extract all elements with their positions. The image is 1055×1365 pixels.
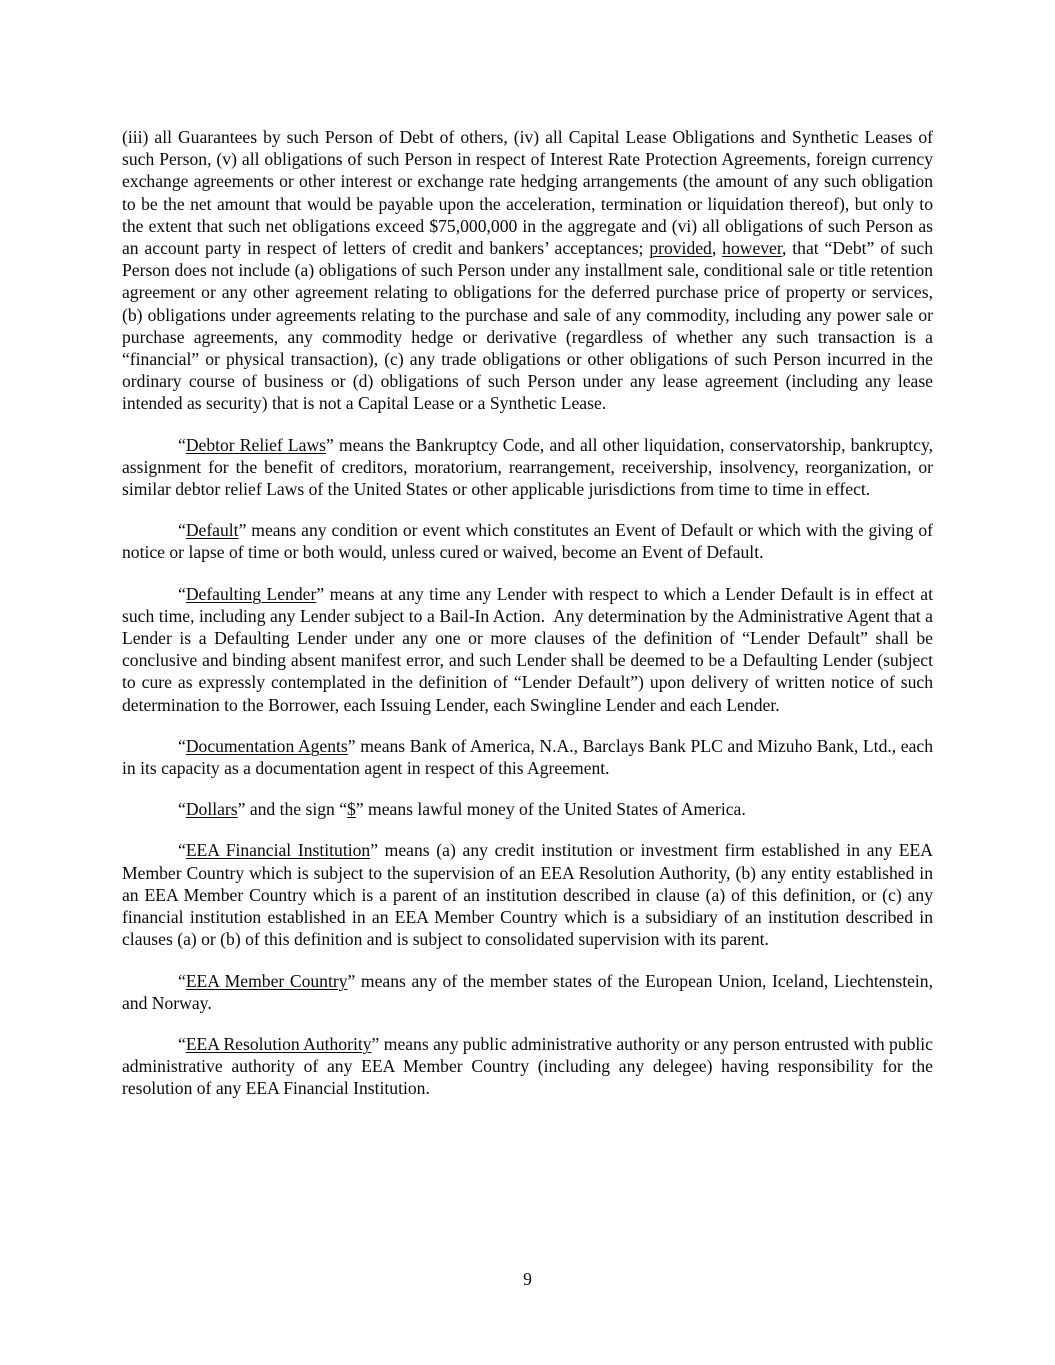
- text-run: ” means any of the member states of the European Union, Iceland, Liechtenstein, and Norway.: [122, 970, 933, 1013]
- underlined-term: Defaulting Lender: [185, 583, 317, 604]
- definition-eea-financial-institution: [122, 839, 933, 950]
- text-run: “: [178, 840, 186, 861]
- text-run: ” means the Bankruptcy Code, and all other liquidation, conservatorship, bankruptcy, assignment for the benefit of creditors, moratorium, rearrangement, receivership, insolvency, reorganization, or similar debtor relief Laws of the United States or other applicable jurisdictions from time to time in effect.: [122, 434, 933, 500]
- underlined-term: provided: [649, 238, 712, 259]
- text-run: ” and the sign “: [237, 799, 348, 820]
- text-run: “: [178, 583, 186, 604]
- text-run: ” means any condition or event which constitutes an Event of Default or which with the giving of notice or lapse of time or both would, unless cured or waived, become an Event of Default.: [122, 520, 933, 563]
- text-run: “: [178, 799, 186, 820]
- text-run: ” means Bank of America, N.A., Barclays Bank PLC and Mizuho Bank, Ltd., each in its capacity as a documentation agent in respect of this Agreement.: [122, 735, 934, 779]
- text-run: (iii) all Guarantees by such Person of Debt of others, (iv) all Capital Lease Obligations and Synthetic Leases of such Person, (v) all obligations of such Person in respect of Interest Rate Protection Agreements, foreign currency exchange agreements or other interest or exchange rate hedging arrangements (the amount of any such obligation to be the net amount that would be payable upon the acceleration, termination or liquidation thereof), but only to the extent that such net obligations exceed $75,000,000 in the aggregate and (vi) all obligations of such Person as an account party in respect of letters of credit and bankers’ acceptances;: [122, 127, 933, 259]
- underlined-term: Default: [185, 520, 239, 541]
- underlined-term: Dollars: [185, 799, 238, 820]
- text-run: ” means lawful money of the United States of America.: [355, 799, 746, 820]
- document-body: [122, 126, 933, 1119]
- page-number: 9: [523, 1269, 532, 1289]
- text-run: ” means at any time any Lender with respect to which a Lender Default is in effect at such time, including any Lender subject to a Bail-In Action. Any determination by the Administrative Agent that a Lender is a Defaulting Lender under any one or more clauses of the definition of “Lender Default” shall be conclusive and binding absent manifest error, and such Lender shall be deemed to be a Defaulting Lender (subject to cure as expressly contemplated in the definition of “Lender Default”) upon delivery of written notice of such determination to the Borrower, each Issuing Lender, each Swingline Lender and each Lender.: [122, 583, 933, 715]
- text-run: ” means (a) any credit institution or investment firm established in any EEA Member Country which is subject to the supervision of an EEA Resolution Authority, (b) any entity established in an EEA Member Country which is a parent of an institution described in clause (a) of this definition, or (c) any financial institution established in an EEA Member Country which is a subsidiary of an institution described in clauses (a) or (b) of this definition and is subject to consolidated supervision with its parent.: [122, 840, 933, 950]
- definition-documentation-agents: [122, 735, 933, 779]
- text-run: “: [178, 735, 186, 756]
- underlined-term: EEA Resolution Authority: [185, 1033, 372, 1054]
- text-run: ,: [711, 238, 723, 259]
- text-run: “: [178, 970, 186, 991]
- underlined-term: EEA Financial Institution: [185, 840, 371, 861]
- text-run: “: [178, 1033, 186, 1054]
- text-run: ” means any public administrative authority or any person entrusted with public administrative authority of any EEA Member Country (including any delegee) having responsibility for the resolution of any EEA Financial Institution.: [122, 1033, 933, 1099]
- definition-eea-resolution-authority: [122, 1033, 933, 1100]
- underlined-term: Documentation Agents: [185, 735, 348, 756]
- underlined-term: Debtor Relief Laws: [185, 434, 326, 455]
- underlined-term: EEA Member Country: [185, 970, 348, 991]
- text-run: “: [178, 520, 186, 541]
- definition-debtor-relief-laws: [122, 434, 933, 501]
- definition-default: [122, 519, 933, 563]
- paragraph-debt-clauses-continuation: [122, 126, 933, 415]
- text-run: “: [178, 434, 186, 455]
- definition-eea-member-country: [122, 970, 933, 1014]
- underlined-term: however: [722, 238, 783, 259]
- definition-defaulting-lender: [122, 583, 933, 716]
- text-run: , that “Debt” of such Person does not include (a) obligations of such Person under any installment sale, conditional sale or title retention agreement or any other agreement relating to obligations for the deferred purchase price of property or services, (b) obligations under agreements relating to the purchase and sale of any commodity, including any power sale or purchase agreements, any commodity hedge or derivative (regardless of whether any such transaction is a “financial” or physical transaction), (c) any trade obligations or other obligations of such Person incurred in the ordinary course of business or (d) obligations of such Person under any lease agreement (including any lease intended as security) that is not a Capital Lease or a Synthetic Lease.: [122, 238, 933, 414]
- definition-dollars: [122, 798, 933, 820]
- underlined-term: $: [347, 799, 356, 820]
